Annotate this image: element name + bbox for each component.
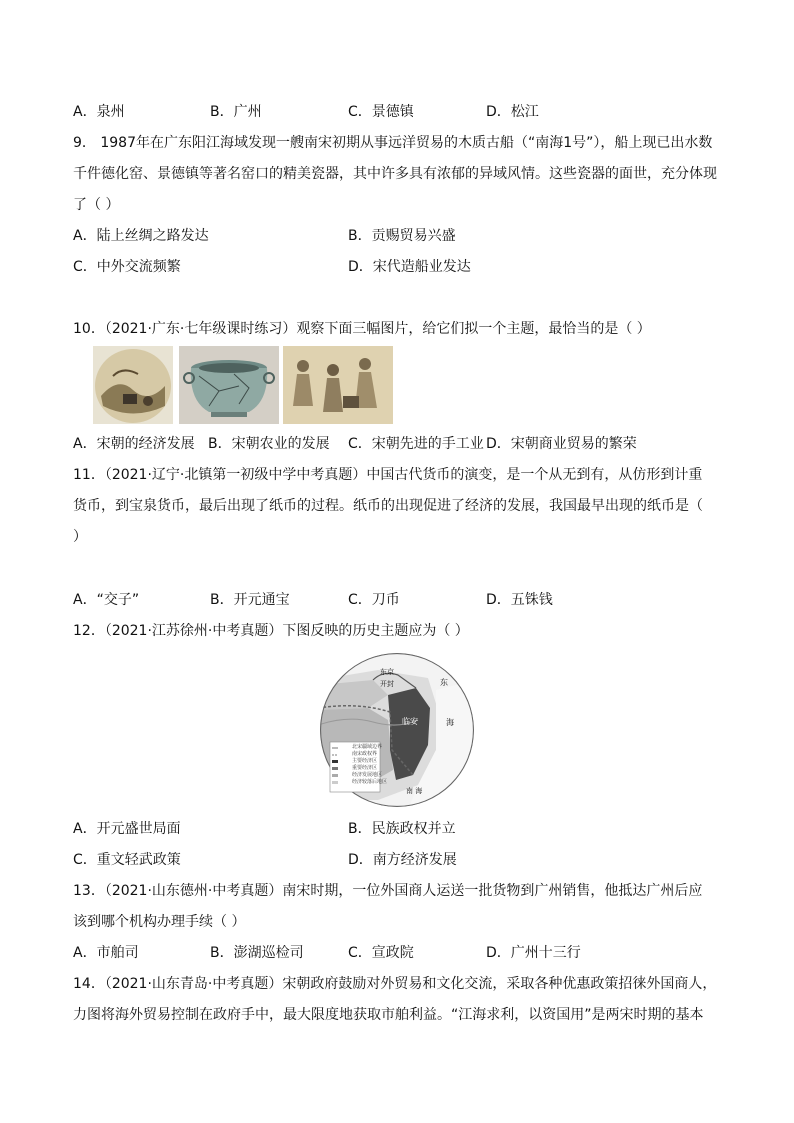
legend-item: 南宋政权界 [352, 751, 378, 757]
q11-option-b[interactable]: B．开元通宝 [210, 592, 290, 608]
map-label-dongjing: 东京 [380, 668, 394, 676]
map-label-kaifeng: 开封 [380, 680, 394, 688]
q10-stem: 10．（2021·广东·七年级课时练习）观察下面三幅图片，给它们拟一个主题，最恰当的是（ ） [73, 321, 651, 337]
q12-option-c[interactable]: C．重文轻武政策 [73, 852, 181, 868]
q12-stem: 12．（2021·江苏徐州·中考真题）下图反映的历史主题应为（ ） [73, 623, 469, 639]
legend-item: 重要经济区 [352, 765, 378, 771]
q10-option-b[interactable]: B．宋朝农业的发展 [208, 436, 330, 452]
q9-stem-line-1: 9． 1987年在广东阳江海域发现一艘南宋初期从事远洋贸易的木质古船（“南海1号”），船上现已出水数 [73, 135, 713, 151]
q12-option-a[interactable]: A．开元盛世局面 [73, 821, 181, 837]
map-label-dong: 东 [440, 678, 448, 687]
q9-stem-line-2: 千件德化窑、景德镇等著名窑口的精美瓷器，其中许多具有浓郁的异域风情。这些瓷器的面世，充分体现 [73, 166, 717, 182]
map-label-nanhai: 南 海 [406, 787, 423, 795]
q10-option-d[interactable]: D．宋朝商业贸易的繁荣 [486, 436, 637, 452]
song-economy-map [318, 650, 476, 810]
q13-stem-line-2: 该到哪个机构办理手续（ ） [73, 914, 246, 930]
q11-option-c[interactable]: C．刀币 [348, 592, 400, 608]
q9-option-a[interactable]: A．陆上丝绸之路发达 [73, 228, 209, 244]
q8-option-d[interactable]: D．松江 [486, 104, 539, 120]
q9-stem-line-3: 了（ ） [73, 197, 120, 213]
q13-option-c[interactable]: C．宣政院 [348, 945, 414, 961]
q14-stem-line-2: 力图将海外贸易控制在政府手中，最大限度地获取市舶利益。“江海求利，以资国用”是两宋时期的基本 [73, 1007, 704, 1023]
fan-painting-image [93, 346, 173, 424]
q13-option-a[interactable]: A．市舶司 [73, 945, 139, 961]
legend-item: 经济较落后地区 [352, 779, 388, 785]
q11-stem-line-3: ） [73, 529, 87, 545]
q14-stem-line-1: 14．（2021·山东青岛·中考真题）宋朝政府鼓励对外贸易和文化交流，采取各种优惠政策招徕外国商人， [73, 976, 717, 992]
map-label-linan: 临安 [402, 717, 418, 726]
q13-option-d[interactable]: D．广州十三行 [486, 945, 581, 961]
q8-option-b[interactable]: B．广州 [210, 104, 262, 120]
q10-option-c[interactable]: C．宋朝先进的手工业 [348, 436, 484, 452]
q9-option-d[interactable]: D．宋代造船业发达 [348, 259, 471, 275]
legend-item: 主要经济区 [352, 758, 378, 764]
market-scene-image [283, 346, 393, 424]
q13-option-b[interactable]: B．澎湖巡检司 [210, 945, 304, 961]
q13-stem-line-1: 13．（2021·山东德州·中考真题）南宋时期，一位外国商人运送一批货物到广州销售，他抵达广州后应 [73, 883, 703, 899]
q10-option-a[interactable]: A．宋朝的经济发展 [73, 436, 195, 452]
map-legend [352, 744, 387, 786]
q11-option-d[interactable]: D．五铢钱 [486, 592, 553, 608]
q9-option-b[interactable]: B．贡赐贸易兴盛 [348, 228, 456, 244]
map-label-hai: 海 [446, 718, 454, 727]
q12-option-d[interactable]: D．南方经济发展 [348, 852, 457, 868]
legend-item: 经济发展地区 [352, 772, 383, 778]
q11-stem-line-2: 货币，到宝泉货币，最后出现了纸币的过程。纸币的出现促进了经济的发展，我国最早出现的纸币是（ [73, 498, 703, 514]
celadon-vessel-image [179, 346, 279, 424]
q8-option-c[interactable]: C．景德镇 [348, 104, 414, 120]
q12-option-b[interactable]: B．民族政权并立 [348, 821, 456, 837]
q8-option-a[interactable]: A．泉州 [73, 104, 125, 120]
q9-option-c[interactable]: C．中外交流频繁 [73, 259, 181, 275]
legend-item: 北宋疆域边界 [352, 744, 383, 750]
q11-stem-line-1: 11．（2021·辽宁·北镇第一初级中学中考真题）中国古代货币的演变，是一个从无到有，从仿形到计重 [73, 467, 703, 483]
q11-option-a[interactable]: A．“交子” [73, 592, 140, 608]
